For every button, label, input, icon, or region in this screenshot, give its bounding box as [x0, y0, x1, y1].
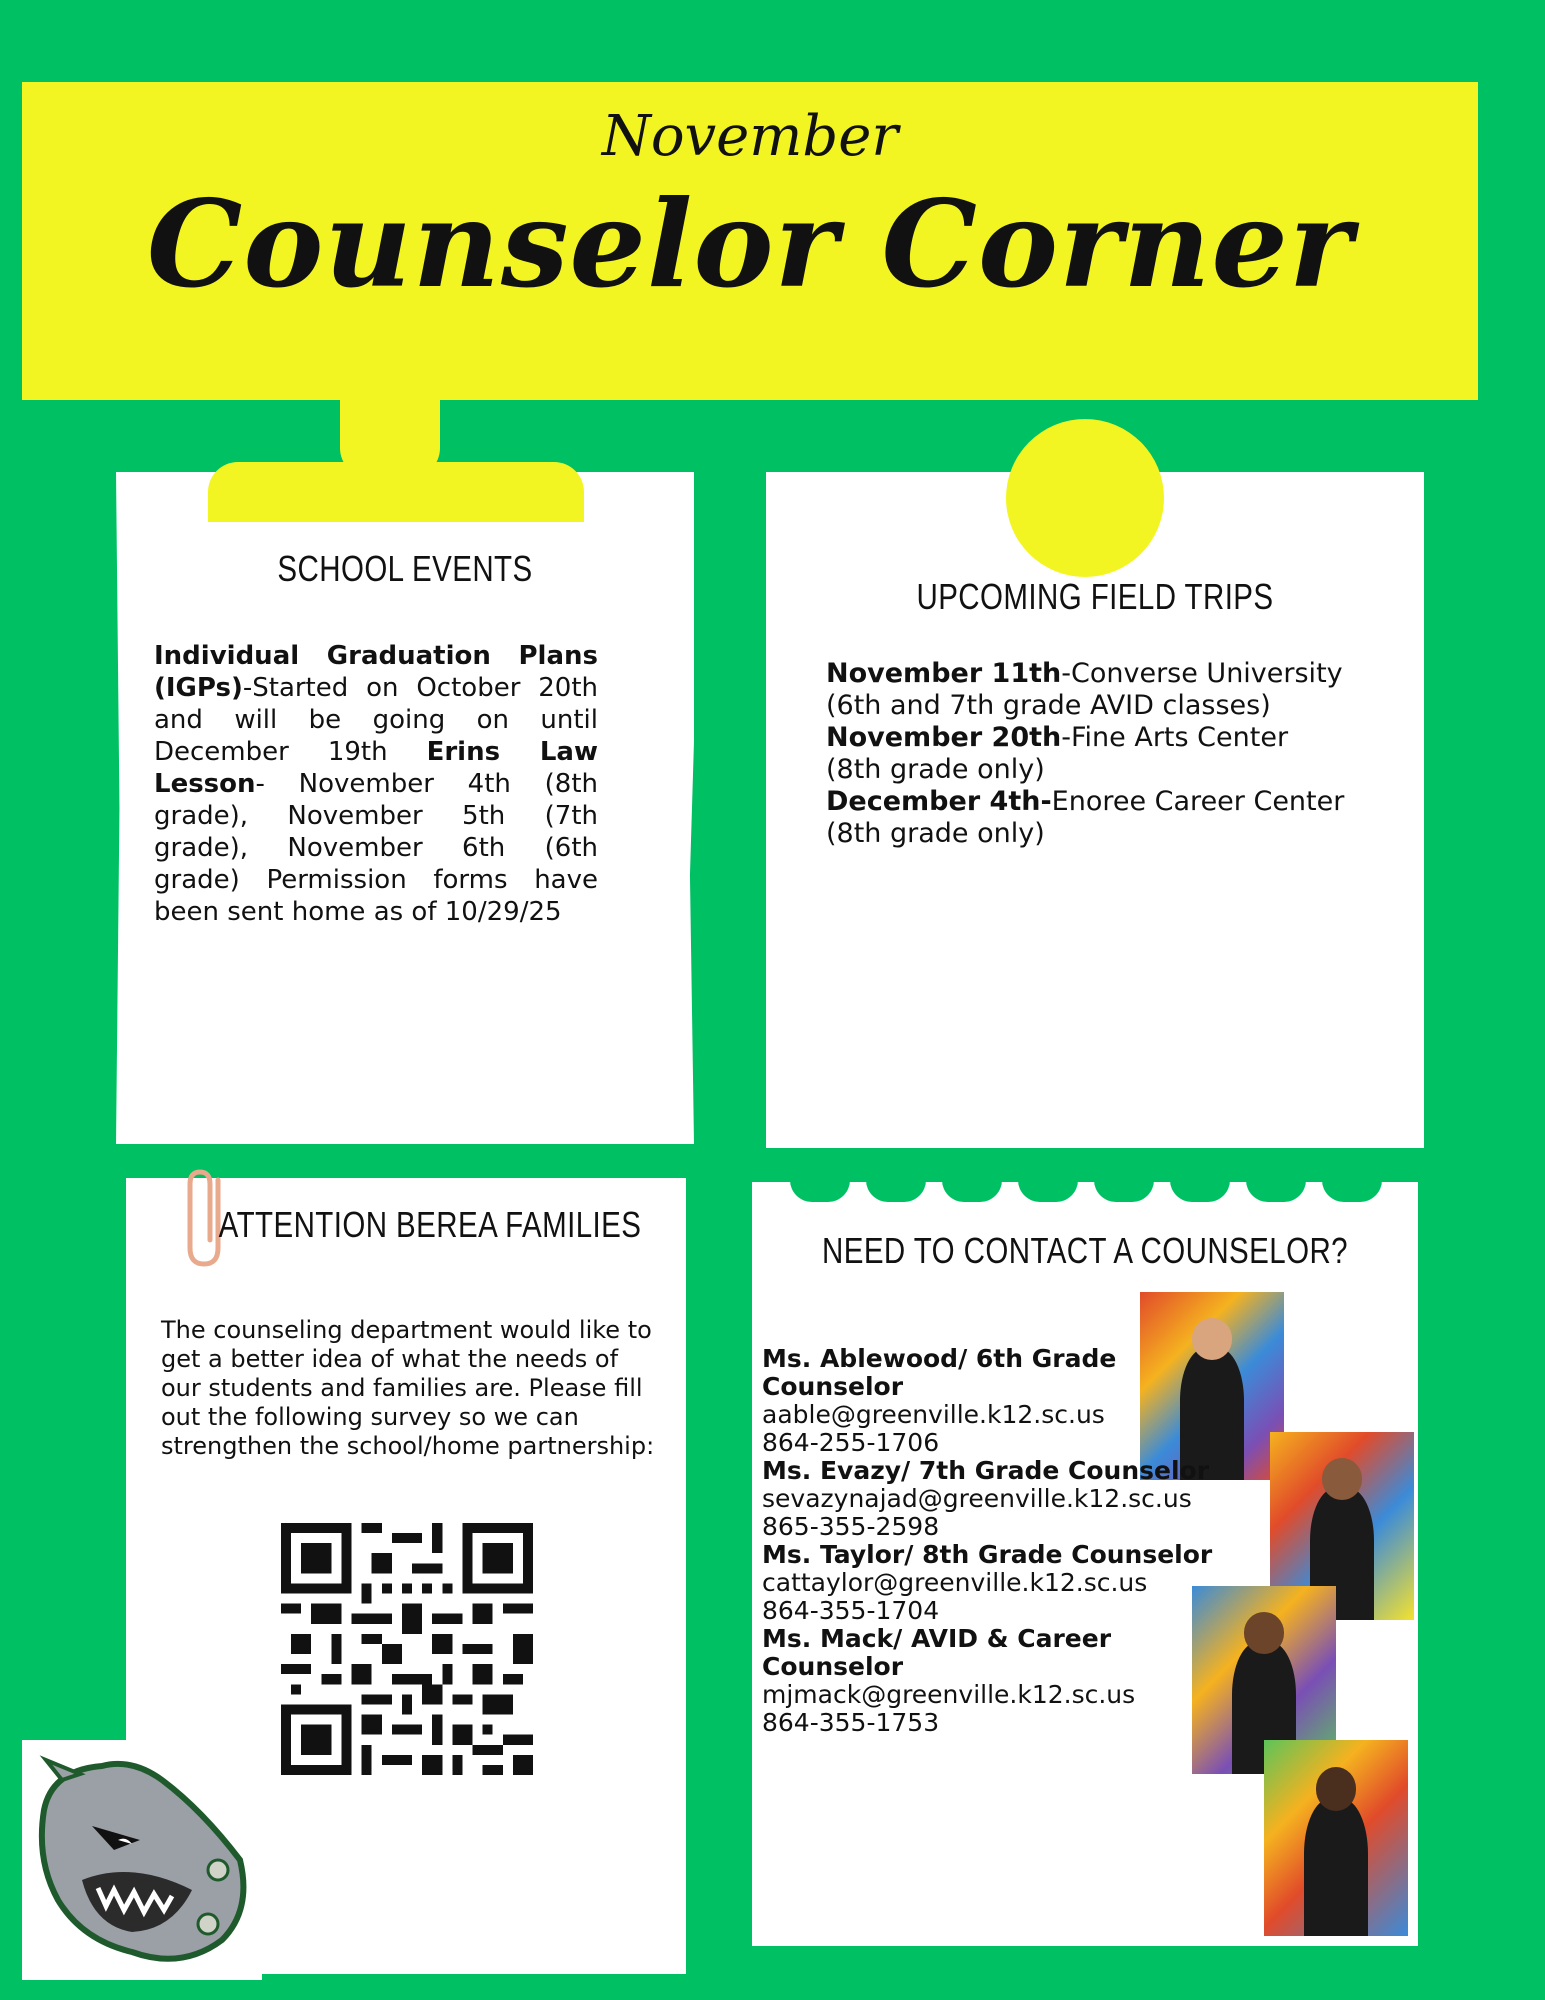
list-item: [826, 658, 1346, 722]
erins-law-description: - November 4th (8th grade), November 5th (7th grade), November 6th (6th grade) Permission forms have been sent home as of 10/29/25: [154, 769, 598, 927]
trip-date: November 11th: [826, 658, 1062, 689]
header-month: November: [601, 104, 899, 169]
field-trips-list: [826, 658, 1346, 850]
igp-description: -Started on October 20th and will be going on until December 19th: [154, 673, 598, 767]
counselor-email[interactable]: mjmack@greenville.k12.sc.us: [762, 1680, 1136, 1709]
counselor-name: Ms. Evazy/ 7th Grade Counselor: [762, 1456, 1210, 1485]
header-banner: [22, 82, 1478, 400]
trip-description: Enoree Career Center (8th grade only): [826, 786, 1345, 849]
trip-description: -Converse University (6th and 7th grade AVID classes): [826, 658, 1343, 721]
counselor-name: Ms. Ablewood/ 6th Grade Counselor: [762, 1344, 1117, 1401]
counselor-photo-mack: [1264, 1740, 1408, 1936]
counselor-phone: 864-255-1706: [762, 1428, 940, 1457]
field-trips-title: UPCOMING FIELD TRIPS: [916, 576, 1274, 617]
school-events-title: SCHOOL EVENTS: [277, 548, 533, 589]
igp-label: Individual Graduation Plans (IGPs): [154, 641, 598, 703]
page-title: Counselor Corner: [146, 174, 1354, 315]
bulldog-mascot: [22, 1740, 262, 1980]
counselor-contacts: [762, 1345, 1232, 1737]
erins-law-label: Erins Law Lesson: [154, 737, 598, 799]
counselor-email[interactable]: aable@greenville.k12.sc.us: [762, 1400, 1105, 1429]
list-item: [826, 786, 1346, 850]
counselor-name: Ms. Mack/ AVID & Career Counselor: [762, 1624, 1112, 1681]
clipboard-clip: [208, 462, 584, 522]
list-item: [826, 722, 1346, 786]
bulldog-icon: [22, 1740, 262, 1980]
families-text: The counseling department would like to get a better idea of what the needs of our students and families are. Please fill out the following survey so we can strengthen the school/home partnership:: [161, 1316, 655, 1460]
counselor-phone: 865-355-2598: [762, 1512, 940, 1541]
counselor-phone: 864-355-1753: [762, 1708, 940, 1737]
school-events-text: [154, 640, 598, 928]
trip-date: November 20th: [826, 722, 1062, 753]
contact-title: NEED TO CONTACT A COUNSELOR?: [821, 1230, 1349, 1271]
counselor-email[interactable]: cattaylor@greenville.k12.sc.us: [762, 1568, 1148, 1597]
survey-qr-code[interactable]: [281, 1523, 533, 1775]
counselor-name: Ms. Taylor/ 8th Grade Counselor: [762, 1540, 1213, 1569]
trip-description: -Fine Arts Center (8th grade only): [826, 722, 1289, 785]
trip-date: December 4th-: [826, 786, 1052, 817]
counselor-phone: 864-355-1704: [762, 1596, 940, 1625]
yellow-circle-decoration: [1006, 419, 1164, 577]
families-title: ATTENTION BEREA FAMILIES: [218, 1204, 642, 1245]
counselor-email[interactable]: sevazynajad@greenville.k12.sc.us: [762, 1484, 1192, 1513]
